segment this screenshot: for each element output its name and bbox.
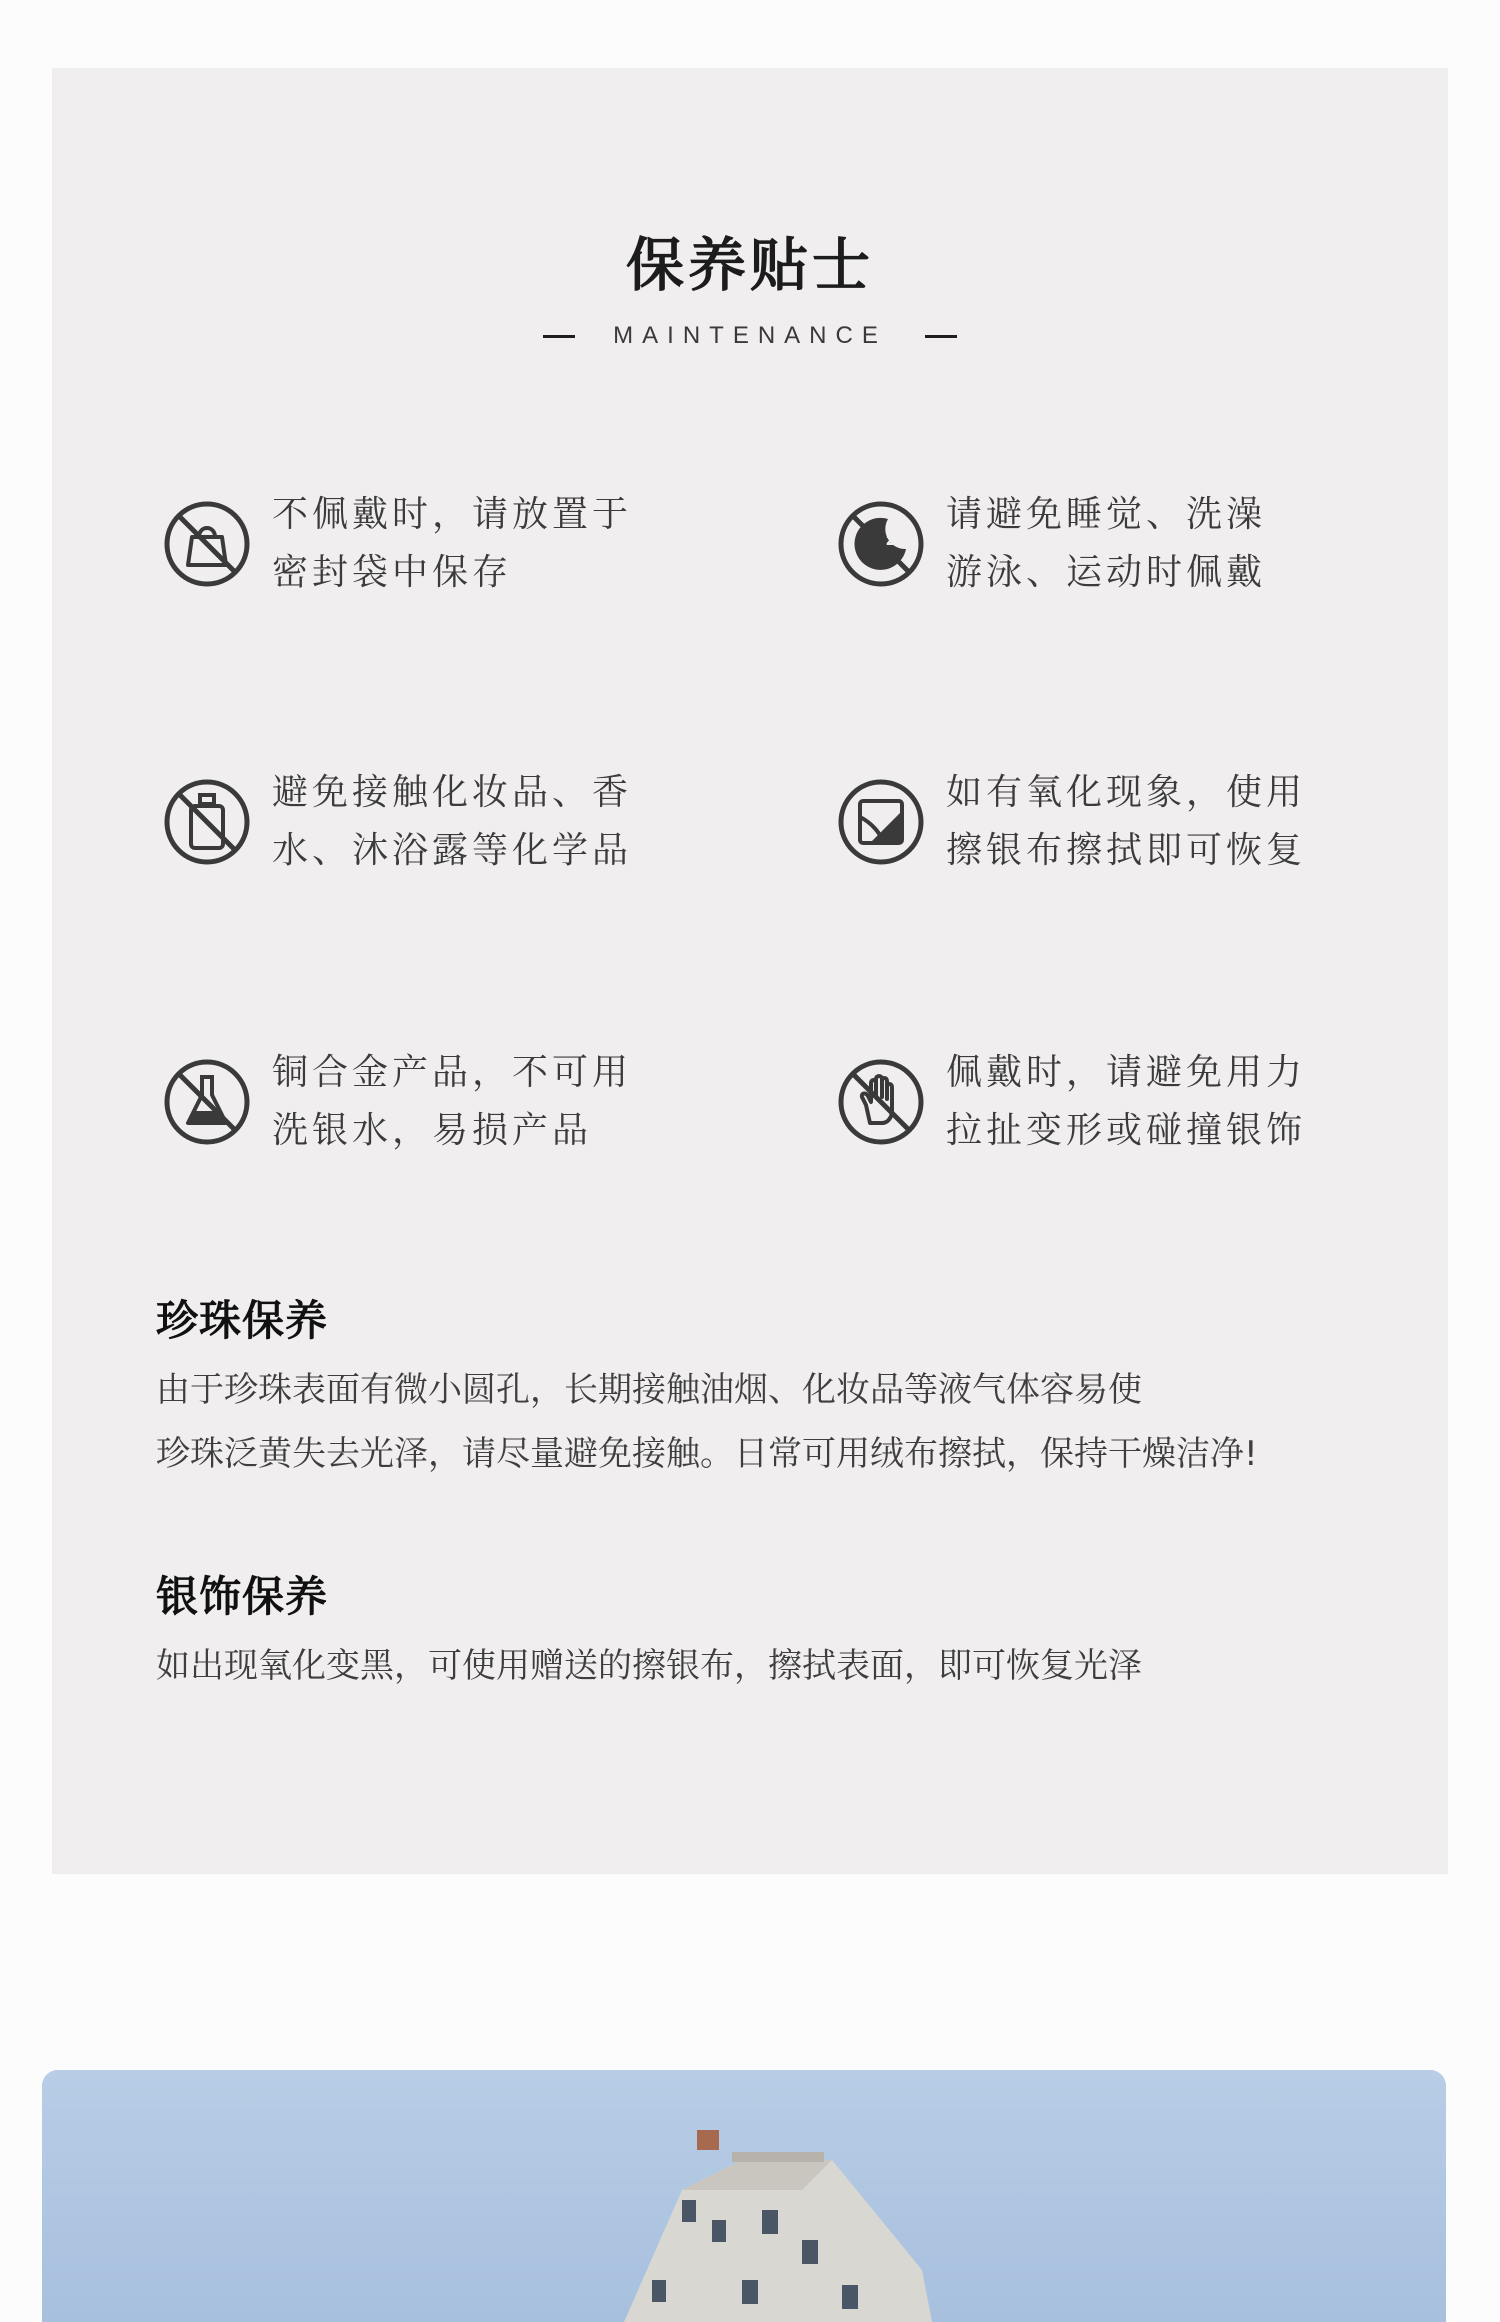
tip-text-line: 佩戴时，请避免用力 [946,1052,1307,1093]
svg-text:z: z [886,530,896,549]
no-perfume-icon [162,777,252,867]
tip-text-line: 铜合金产品，不可用 [272,1052,633,1093]
tip-text-line: 擦银布擦拭即可恢复 [946,830,1307,871]
tip-text-line: 游泳、运动时佩戴 [946,552,1267,593]
cleaning-cloth-icon [836,777,926,867]
silver-care-text [156,1634,1142,1698]
tip-item [162,764,632,880]
maintenance-panel [52,68,1448,1874]
subtitle-dash-right [925,335,957,338]
subtitle-dash-left [543,335,575,338]
subtitle-row [52,316,1448,356]
no-pulling-hand-icon [836,1057,926,1147]
pearl-care-line: 珍珠泛黄失去光泽，请尽量避免接触。日常可用绒布擦拭，保持干燥洁净! [156,1434,1258,1474]
tip-text-line: 密封袋中保存 [272,552,513,593]
tip-item [836,1044,1306,1160]
silver-care-line: 如出现氧化变黑，可使用赠送的擦银布，擦拭表面，即可恢复光泽 [156,1646,1142,1686]
tip-item [162,1044,632,1160]
pearl-care-title: 珍珠保养 [156,1296,329,1345]
subtitle: MAINTENANCE [613,322,887,349]
pearl-care-text [156,1358,1258,1486]
no-chemical-flask-icon [162,1057,252,1147]
no-sleep-icon [836,499,926,589]
pearl-care-line: 由于珍珠表面有微小圆孔，长期接触油烟、化妆品等液气体容易使 [156,1370,1142,1410]
tip-text-line: 不佩戴时，请放置于 [272,494,633,535]
tip-text-line: 请避免睡觉、洗澡 [946,494,1267,535]
silver-care-title: 银饰保养 [156,1572,329,1621]
tip-text-line: 水、沐浴露等化学品 [272,830,633,871]
tip-text-line: 避免接触化妆品、香 [272,772,633,813]
tip-text-line: 洗银水，易损产品 [272,1110,593,1151]
page-title: 保养贴士 [625,231,874,299]
tip-item [836,486,1266,602]
tip-item [836,764,1306,880]
no-bag-icon [162,499,252,589]
tip-text-line: 拉扯变形或碰撞银饰 [946,1110,1307,1151]
tip-text-line: 如有氧化现象，使用 [946,772,1307,813]
building-photo [42,2070,1446,2322]
tip-item [162,486,632,602]
